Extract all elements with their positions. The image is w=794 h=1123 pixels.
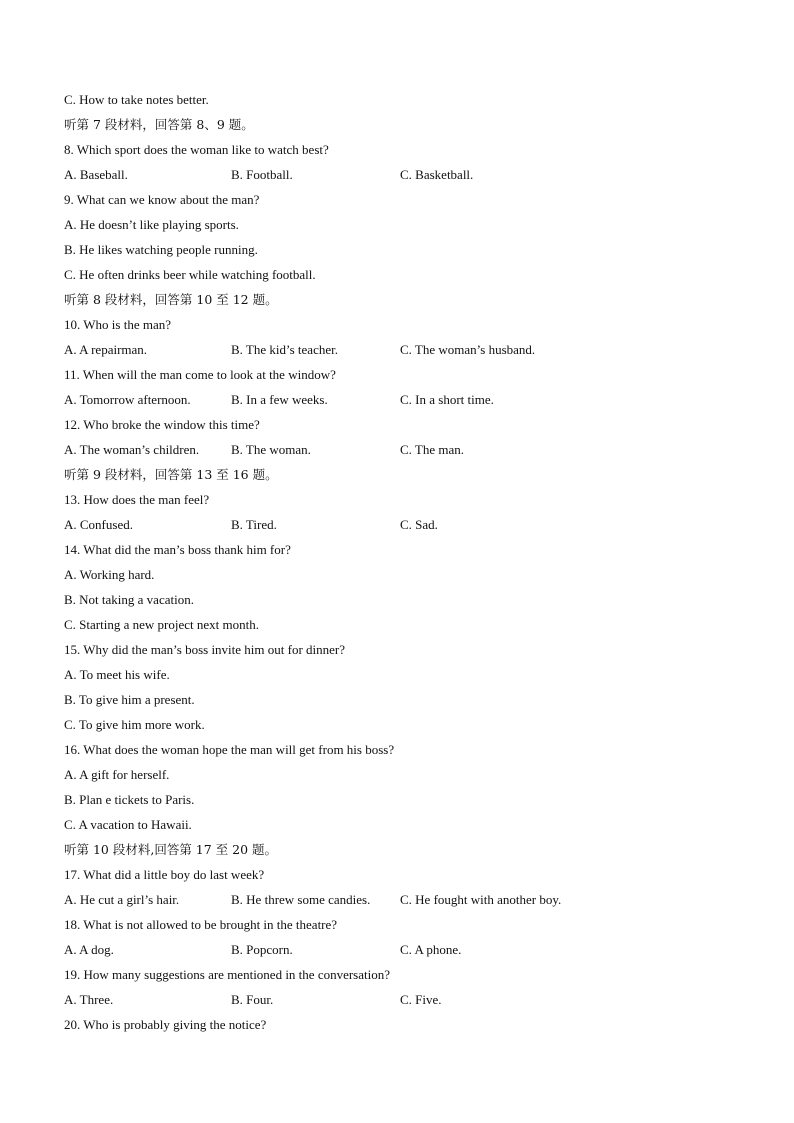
options-row <box>64 937 744 962</box>
option-a: A. He cut a girl’s hair. <box>64 892 180 907</box>
options-row <box>64 512 744 537</box>
text-line: A. Working hard. <box>64 567 155 582</box>
options-row <box>64 337 744 362</box>
text-line: B. Plan e tickets to Paris. <box>64 792 195 807</box>
text-line: C. A vacation to Hawaii. <box>64 817 192 832</box>
text-line: 20. Who is probably giving the notice? <box>64 1017 267 1032</box>
options-row <box>64 987 744 1012</box>
option-a: A. Three. <box>64 992 114 1007</box>
option-a: A. Tomorrow afternoon. <box>64 392 191 407</box>
exam-page <box>64 87 744 1037</box>
text-line: 11. When will the man come to look at the window? <box>64 367 336 382</box>
option-b: B. The kid’s teacher. <box>231 342 338 357</box>
option-b: B. Popcorn. <box>231 942 293 957</box>
text-line: B. To give him a present. <box>64 692 195 707</box>
text-line: 15. Why did the man’s boss invite him out for dinner? <box>64 642 346 657</box>
option-c: C. He fought with another boy. <box>400 892 562 907</box>
text-line: 18. What is not allowed to be brought in the theatre? <box>64 917 338 932</box>
option-c: C. In a short time. <box>400 392 494 407</box>
text-line: 14. What did the man’s boss thank him for? <box>64 542 291 557</box>
text-line: 10. Who is the man? <box>64 317 171 332</box>
text-line: C. Starting a new project next month. <box>64 617 259 632</box>
option-a: A. A repairman. <box>64 342 148 357</box>
option-c: C. Sad. <box>400 517 438 532</box>
section-heading: 听第 9 段材料，回答第 13 至 16 题。 <box>64 467 278 482</box>
text-line: A. To meet his wife. <box>64 667 170 682</box>
text-line: C. How to take notes better. <box>64 92 209 107</box>
option-b: B. The woman. <box>231 442 311 457</box>
text-line: A. He doesn’t like playing sports. <box>64 217 239 232</box>
section-heading: 听第 7 段材料，回答第 8、9 题。 <box>64 117 254 132</box>
option-c: C. The woman’s husband. <box>400 342 536 357</box>
text-line: 13. How does the man feel? <box>64 492 210 507</box>
text-line: A. A gift for herself. <box>64 767 170 782</box>
options-row <box>64 887 744 912</box>
text-line: C. He often drinks beer while watching football. <box>64 267 316 282</box>
text-line: 12. Who broke the window this time? <box>64 417 260 432</box>
option-c: C. Five. <box>400 992 442 1007</box>
text-line: B. Not taking a vacation. <box>64 592 194 607</box>
option-b: B. Tired. <box>231 517 277 532</box>
text-line: B. He likes watching people running. <box>64 242 258 257</box>
text-line: C. To give him more work. <box>64 717 205 732</box>
options-row <box>64 162 744 187</box>
option-a: A. A dog. <box>64 942 114 957</box>
text-line: 19. How many suggestions are mentioned in the conversation? <box>64 967 391 982</box>
option-c: C. Basketball. <box>400 167 474 182</box>
options-row <box>64 437 744 462</box>
option-b: B. He threw some candies. <box>231 892 371 907</box>
option-a: A. Confused. <box>64 517 133 532</box>
option-a: A. Baseball. <box>64 167 128 182</box>
text-line: 17. What did a little boy do last week? <box>64 867 265 882</box>
option-b: B. Four. <box>231 992 274 1007</box>
option-a: A. The woman’s children. <box>64 442 200 457</box>
option-c: C. A phone. <box>400 942 462 957</box>
option-c: C. The man. <box>400 442 465 457</box>
text-line: 16. What does the woman hope the man will get from his boss? <box>64 742 395 757</box>
options-row <box>64 387 744 412</box>
option-b: B. In a few weeks. <box>231 392 328 407</box>
section-heading: 听第 10 段材料,回答第 17 至 20 题。 <box>64 842 278 857</box>
text-line: 8. Which sport does the woman like to watch best? <box>64 142 329 157</box>
text-line: 9. What can we know about the man? <box>64 192 260 207</box>
option-b: B. Football. <box>231 167 293 182</box>
section-heading: 听第 8 段材料，回答第 10 至 12 题。 <box>64 292 278 307</box>
